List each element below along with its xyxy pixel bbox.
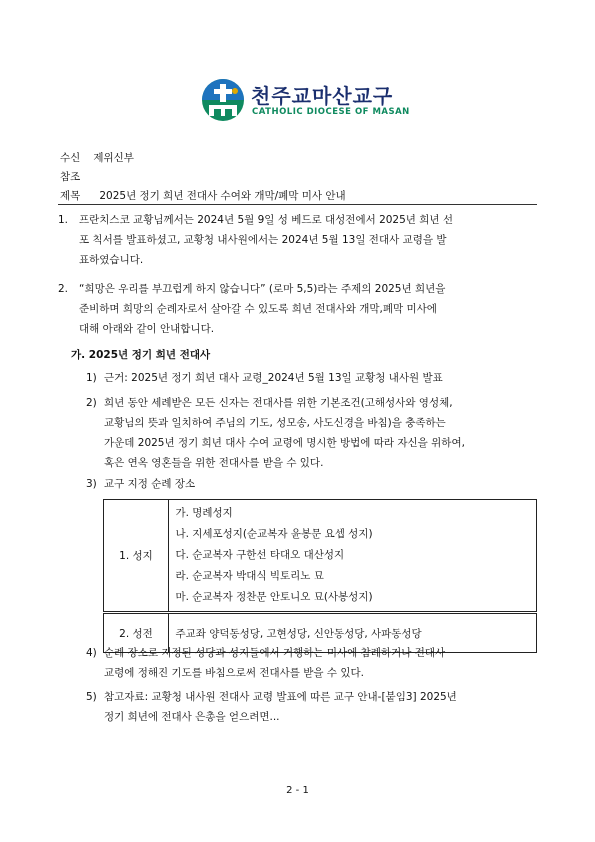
list-item: 마. 순교복자 정찬문 안토니오 묘(사봉성지) bbox=[174, 591, 373, 603]
pilgrimage-sites-table bbox=[103, 499, 537, 653]
diocese-name-korean: 천주교마산교구 bbox=[251, 84, 394, 108]
text-line: 혹은 연옥 영혼들을 위한 전대사를 받을 수 있다. bbox=[104, 457, 324, 469]
sub-3-paragraph bbox=[104, 474, 195, 494]
item-2-paragraph bbox=[79, 279, 445, 339]
section-title: 가. 2025년 정기 희년 전대사 bbox=[71, 349, 211, 361]
table-cell-value: 주교좌 양덕동성당, 고현성당, 신안동성당, 사파동성당 bbox=[169, 613, 537, 653]
text-line: 교구 지정 순례 장소 bbox=[104, 478, 196, 490]
list-item: 다. 순교복자 구한선 타대오 대산성지 bbox=[174, 549, 344, 561]
sub-3-number: 3) bbox=[86, 478, 97, 490]
sub-2-number: 2) bbox=[86, 397, 97, 409]
list-item: 라. 순교복자 박대식 빅토리노 묘 bbox=[174, 570, 324, 582]
text-line: 정기 희년에 전대사 은총을 얻으려면... bbox=[104, 711, 280, 723]
header-divider bbox=[58, 204, 537, 205]
text-line: 포 칙서를 발표하셨고, 교황청 내사원에서는 2024년 5월 13일 전대사 교령을 발 bbox=[79, 234, 447, 246]
recipient-value: 제위신부 bbox=[93, 152, 134, 164]
reference-label: 참조 bbox=[60, 171, 81, 183]
diocese-name-english: CATHOLIC DIOCESE OF MASAN bbox=[252, 107, 410, 117]
text-line: 프란치스코 교황님께서는 2024년 5월 9일 성 베드로 대성전에서 2025년 희년 선 bbox=[79, 214, 454, 226]
text-line: 참고자료: 교황청 내사원 전대사 교령 발표에 따른 교구 안내-[붙임3] 2025년 bbox=[104, 691, 457, 703]
item-2-number: 2. bbox=[58, 283, 69, 295]
text-line: “희망은 우리를 부끄럽게 하지 않습니다” (로마 5,5)라는 주제의 2025년 희년을 bbox=[79, 283, 446, 295]
diocese-logo bbox=[0, 74, 595, 124]
reference-row bbox=[60, 169, 93, 184]
diocese-emblem-icon bbox=[201, 78, 245, 122]
list-item: 가. 명례성지 bbox=[174, 507, 233, 519]
text-line: 준비하며 희망의 순례자로서 살아갈 수 있도록 희년 전대사와 개막,폐막 미사에 bbox=[79, 303, 437, 315]
sub-1-number: 1) bbox=[86, 372, 97, 384]
page-number: 2 - 1 bbox=[286, 785, 309, 796]
text-line: 가운데 2025년 정기 희년 대사 수여 교령에 명시한 방법에 따라 자신을 위하여, bbox=[104, 437, 465, 449]
sub-5-paragraph bbox=[104, 687, 457, 727]
item-1-number: 1. bbox=[58, 214, 69, 226]
sub-1-paragraph bbox=[104, 368, 443, 388]
table-cell-list bbox=[169, 500, 537, 613]
item-1-paragraph bbox=[79, 210, 453, 270]
sub-2-paragraph bbox=[104, 393, 465, 473]
table-cell-label: 1. 성지 bbox=[104, 500, 169, 613]
text-line: 순례 장소로 지정된 성당과 성지들에서 거행하는 미사에 참례하거나 전대사 bbox=[104, 647, 446, 659]
subject-value: 2025년 정기 희년 전대사 수여와 개막/폐막 미사 안내 bbox=[99, 190, 346, 202]
subject-label: 제목 bbox=[60, 190, 81, 202]
text-line: 대해 아래와 같이 안내합니다. bbox=[79, 323, 215, 335]
subject-row bbox=[60, 188, 346, 203]
list-item: 나. 지세포성지(순교복자 윤봉문 요셉 성지) bbox=[174, 528, 373, 540]
text-line: 교령에 정해진 기도를 바침으로써 전대사를 받을 수 있다. bbox=[104, 667, 364, 679]
sub-4-paragraph bbox=[104, 643, 445, 683]
text-line: 희년 동안 세례받은 모든 신자는 전대사를 위한 기본조건(고해성사와 영성체, bbox=[104, 397, 453, 409]
table-cell-label: 2. 성전 bbox=[104, 613, 169, 653]
recipient-row bbox=[60, 150, 134, 165]
sub-4-number: 4) bbox=[86, 647, 97, 659]
recipient-label: 수신 bbox=[60, 152, 81, 164]
text-line: 교황님의 뜻과 일치하여 주님의 기도, 성모송, 사도신경을 바침)을 충족하는 bbox=[104, 417, 446, 429]
text-line: 근거: 2025년 정기 희년 대사 교령_2024년 5월 13일 교황청 내사원 발표 bbox=[104, 372, 443, 384]
sub-5-number: 5) bbox=[86, 691, 97, 703]
table-row bbox=[104, 500, 537, 613]
text-line: 표하였습니다. bbox=[79, 254, 144, 266]
